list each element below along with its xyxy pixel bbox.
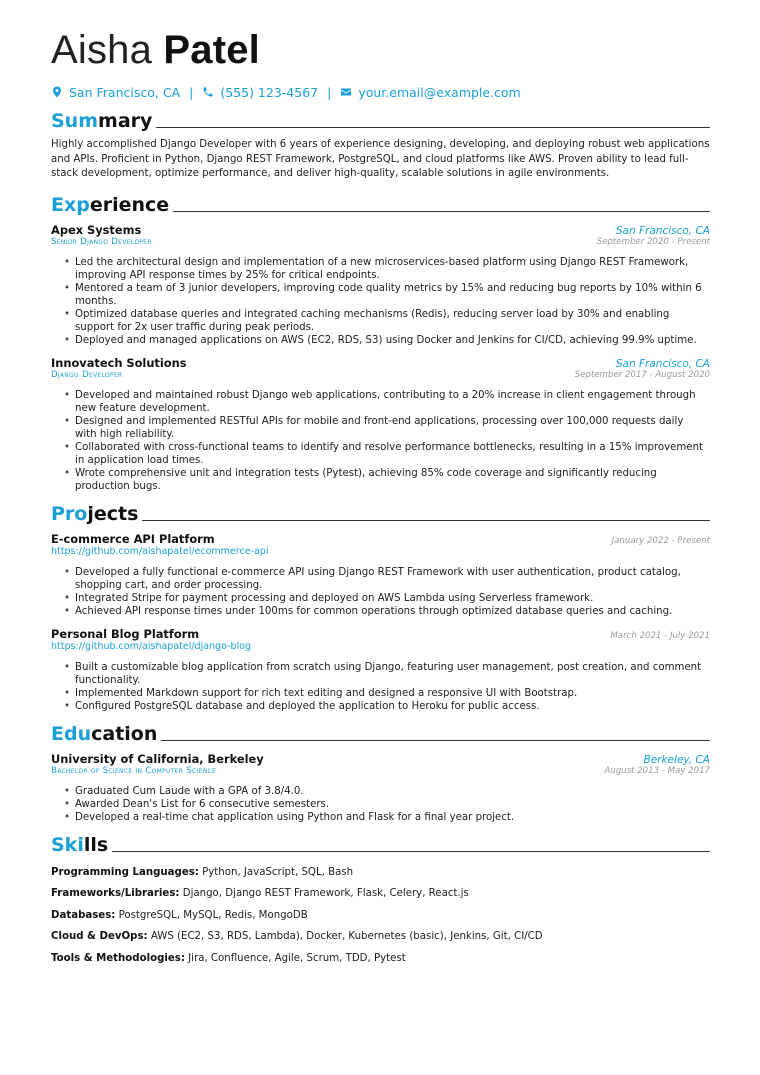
list-item: • Designed and implemented RESTful APIs for mobile and front-end applications, processing over 100,000 requests daily with high reliability. bbox=[75, 415, 710, 441]
list-item: • Optimized database queries and integrated caching mechanisms (Redis), reducing server load by 30% and enabling support for 2x user traffic during peak periods. bbox=[75, 308, 710, 334]
job-title: Senior Django Developer bbox=[51, 236, 152, 247]
project-dates: January 2022 - Present bbox=[611, 535, 710, 546]
candidate-name bbox=[51, 0, 710, 73]
skills-heading bbox=[51, 832, 710, 856]
list-item: • Led the architectural design and implementation of a new microservices-based platform using Django REST Framework, improving API response times by 25% for critical endpoints. bbox=[75, 256, 710, 282]
list-item: • Developed a fully functional e-commerce API using Django REST Framework with user authentication, product catalog, shopping cart, and order processing. bbox=[75, 566, 710, 592]
contact-separator: | bbox=[189, 84, 194, 100]
project-dates: March 2021 - July 2021 bbox=[610, 630, 710, 641]
employer-name: Apex Systems bbox=[51, 222, 142, 237]
job-dates: September 2020 - Present bbox=[596, 236, 710, 247]
education-heading bbox=[51, 721, 710, 745]
last-name: Patel bbox=[163, 28, 260, 72]
employer-location: San Francisco, CA bbox=[615, 357, 710, 370]
list-item: • Mentored a team of 3 junior developers, improving code quality metrics by 15% and reducing bug reports by 10% within 6 months. bbox=[75, 282, 710, 308]
experience-heading bbox=[51, 192, 710, 216]
skill-value: PostgreSQL, MySQL, Redis, MongoDB bbox=[118, 909, 308, 921]
contact-email[interactable] bbox=[340, 85, 520, 100]
list-item: • Integrated Stripe for payment processing and deployed on AWS Lambda using Serverless framework. bbox=[75, 592, 710, 605]
envelope-icon bbox=[340, 86, 352, 98]
degree: Bachelor of Science in Computer Science bbox=[51, 765, 217, 776]
contact-line bbox=[51, 84, 710, 100]
section-rule bbox=[173, 211, 710, 212]
list-item: • Developed and maintained robust Django web applications, contributing to a 20% increase in client engagement through new feature development. bbox=[75, 389, 710, 415]
experience-entry bbox=[51, 356, 710, 493]
list-item: • Graduated Cum Laude with a GPA of 3.8/4.0. bbox=[75, 785, 710, 798]
education-entry bbox=[51, 752, 710, 824]
section-title: Education bbox=[51, 722, 158, 745]
section-rule bbox=[156, 127, 710, 128]
skill-value: Python, JavaScript, SQL, Bash bbox=[202, 866, 354, 878]
skill-row bbox=[51, 948, 710, 970]
skill-row bbox=[51, 905, 710, 927]
section-title: Skills bbox=[51, 833, 109, 856]
list-item: • Built a customizable blog application from scratch using Django, featuring user management, post creation, and comment functionality. bbox=[75, 661, 710, 687]
section-title: Summary bbox=[51, 110, 153, 132]
project-name: E-commerce API Platform bbox=[51, 531, 215, 546]
job-dates: September 2017 - August 2020 bbox=[574, 369, 710, 380]
achievement-list bbox=[51, 256, 710, 347]
summary-heading bbox=[51, 108, 710, 132]
email-link: your.email@example.com bbox=[358, 84, 521, 100]
skill-row bbox=[51, 862, 710, 884]
skill-label: Databases: bbox=[51, 909, 116, 921]
achievement-list bbox=[51, 785, 710, 824]
skill-label: Cloud & DevOps: bbox=[51, 931, 148, 942]
skill-row bbox=[51, 926, 710, 948]
achievement-list bbox=[51, 389, 710, 493]
achievement-list bbox=[51, 566, 710, 618]
projects-heading bbox=[51, 501, 710, 525]
list-item: • Achieved API response times under 100ms for common operations through optimized database queries and caching. bbox=[75, 605, 710, 618]
contact-separator: | bbox=[327, 84, 332, 100]
skill-label: Programming Languages: bbox=[51, 866, 199, 878]
school-location: Berkeley, CA bbox=[643, 753, 710, 766]
section-title: Experience bbox=[51, 193, 170, 216]
project-entry bbox=[51, 627, 710, 713]
phone-icon bbox=[202, 86, 214, 98]
contact-location bbox=[51, 85, 180, 100]
list-item: • Deployed and managed applications on AWS (EC2, RDS, S3) using Docker and Jenkins for CI/CD, achieving 99.9% uptime. bbox=[75, 334, 710, 347]
achievement-list bbox=[51, 661, 710, 713]
list-item: • Collaborated with cross-functional teams to identify and resolve performance bottlenecks, resulting in a 15% improvement in application load times. bbox=[75, 441, 710, 467]
employer-location: San Francisco, CA bbox=[615, 224, 710, 237]
employer-name: Innovatech Solutions bbox=[51, 355, 187, 370]
list-item: • Wrote comprehensive unit and integration tests (Pytest), achieving 85% code coverage and significantly reducing production bugs. bbox=[75, 467, 710, 493]
education-dates: August 2013 - May 2017 bbox=[604, 765, 710, 776]
location-text: San Francisco, CA bbox=[69, 84, 181, 100]
section-rule bbox=[142, 520, 710, 521]
experience-entry bbox=[51, 223, 710, 347]
section-rule bbox=[112, 851, 710, 852]
list-item: • Configured PostgreSQL database and deployed the application to Heroku for public access. bbox=[75, 700, 710, 713]
skill-label: Tools & Methodologies: bbox=[51, 952, 185, 964]
phone-text: (555) 123-4567 bbox=[220, 84, 319, 100]
project-link[interactable]: https://github.com/aishapatel/django-blog bbox=[51, 640, 252, 652]
skill-value: Jira, Confluence, Agile, Scrum, TDD, Pytest bbox=[188, 952, 406, 964]
project-link[interactable]: https://github.com/aishapatel/ecommerce-api bbox=[51, 545, 269, 557]
contact-phone[interactable] bbox=[202, 85, 318, 100]
first-name: Aisha bbox=[51, 28, 153, 72]
skill-value: Django, Django REST Framework, Flask, Celery, React.js bbox=[182, 888, 469, 899]
job-title: Django Developer bbox=[51, 369, 123, 380]
skills-list bbox=[51, 862, 710, 970]
school-name: University of California, Berkeley bbox=[51, 751, 264, 766]
skill-value: AWS (EC2, S3, RDS, Lambda), Docker, Kubernetes (basic), Jenkins, Git, CI/CD bbox=[150, 931, 543, 942]
project-entry bbox=[51, 532, 710, 618]
list-item: • Awarded Dean's List for 6 consecutive semesters. bbox=[75, 798, 710, 811]
list-item: • Developed a real-time chat application using Python and Flask for a final year project. bbox=[75, 811, 710, 824]
project-name: Personal Blog Platform bbox=[51, 626, 200, 641]
section-rule bbox=[161, 740, 710, 741]
summary-text: Highly accomplished Django Developer with 6 years of experience designing, developing, and deploying robust web applications and APIs. Proficient in Python, Django REST Framework, PostgreSQL, and cloud platforms like AWS. Proven ability to lead full-stack development, optimize performance, and deliver high-quality, scalable solutions in agile environments. bbox=[51, 139, 710, 179]
section-title: Projects bbox=[51, 502, 139, 525]
list-item: • Implemented Markdown support for rich text editing and designed a responsive UI with Bootstrap. bbox=[75, 687, 710, 700]
skill-label: Frameworks/Libraries: bbox=[51, 888, 180, 899]
map-marker-icon bbox=[51, 86, 63, 98]
skill-row bbox=[51, 883, 710, 905]
